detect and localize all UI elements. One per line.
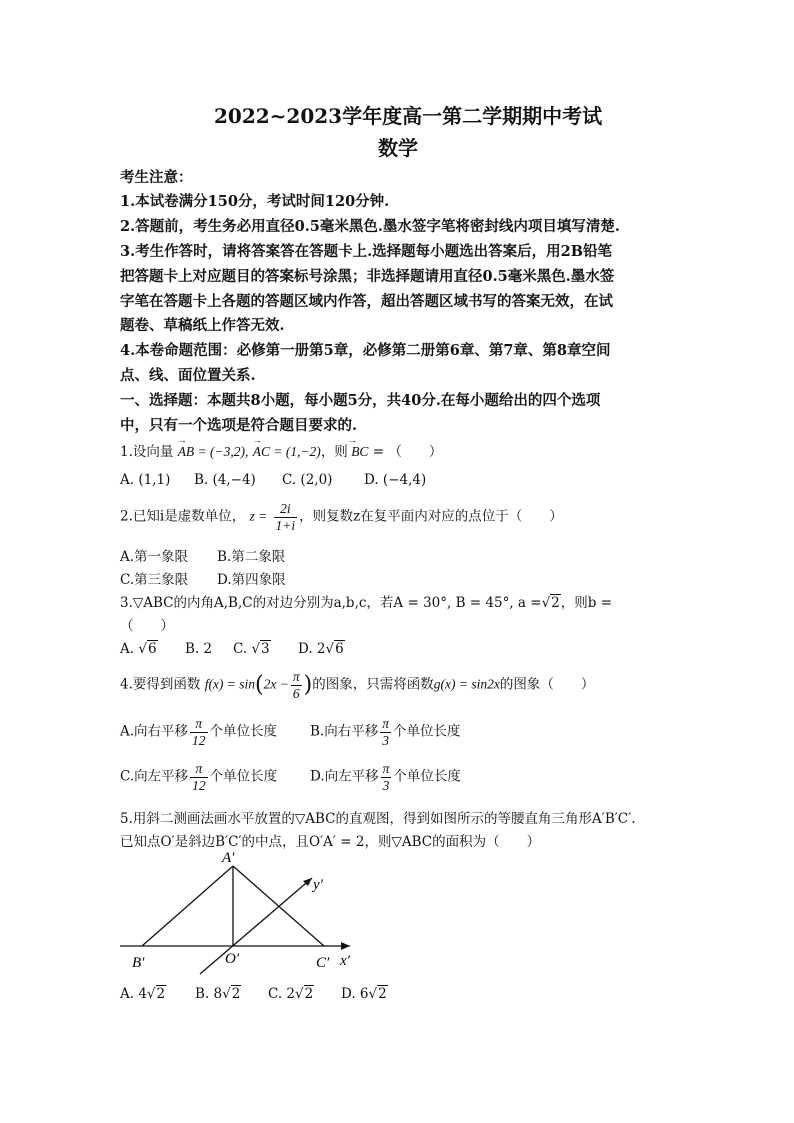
question-2-option-c: C.第三象限 xyxy=(120,572,189,588)
question-2-stem: 2.已知i是虚数单位， z = $\frac{2i}{1+i}$ ，则复数z在复平面内对应的点位于（ ） xyxy=(120,501,563,533)
label-x: x′ xyxy=(340,953,350,969)
question-5-option-d: D. 6√2 xyxy=(341,986,387,1002)
side-b-a xyxy=(142,866,233,946)
vector-bc: → BC xyxy=(347,435,369,459)
y-axis-line xyxy=(200,878,312,974)
notice-item-1: 1.本试卷满分150分，考试时间120分钟. xyxy=(120,193,390,210)
notice-item-3-line-3: 字笔在答题卡上各题的答题区域内作答，超出答题区域书写的答案无效，在试 xyxy=(120,293,613,310)
question-1-option-a: A. (1,1) xyxy=(120,472,171,488)
question-4-option-b: B.向右平移 $\frac{\pi}{3}$ 个单位长度 xyxy=(310,716,461,748)
section-1-line-1: 一、选择题：本题共8小题，每小题5分，共40分.在每小题给出的四个选项 xyxy=(120,392,601,409)
question-3-option-d: D. 2√6 xyxy=(298,641,344,657)
question-1-option-b: B. (4,−4) xyxy=(194,472,256,488)
triangle-diagram xyxy=(112,848,372,980)
question-3-stem: 3.▽ABC的内角A,B,C的对边分别为a,b,c，若A = 30°, B = 45°, a =√2，则b = xyxy=(120,595,613,611)
notice-heading: 考生注意： xyxy=(120,169,193,186)
question-1-option-c: C. (2,0) xyxy=(282,472,333,488)
question-5-option-a: A. 4√2 xyxy=(120,986,166,1002)
notice-item-3-line-2: 把答题卡上对应题目的答案标号涂黑；非选择题请用直径0.5毫米黑色.墨水签 xyxy=(120,268,615,285)
vector-ab: → AB xyxy=(177,435,195,459)
label-y: y′ xyxy=(313,877,323,893)
question-2-option-d: D.第四象限 xyxy=(217,572,286,588)
question-5-stem-line-1: 5.用斜二测画法画水平放置的▽ABC的直观图，得到如图所示的等腰直角三角形A′B′C′. xyxy=(120,811,636,827)
notice-item-3-line-1: 3.考生作答时，请将答案答在答题卡上.选择题每小题选出答案后，用2B铅笔 xyxy=(120,243,613,260)
question-3-paren: （ ） xyxy=(120,618,174,634)
question-5-option-b: B. 8√2 xyxy=(195,986,241,1002)
notice-item-3-line-4: 题卷、草稿纸上作答无效. xyxy=(120,317,285,334)
question-3-option-b: B. 2 xyxy=(185,641,213,657)
question-4-stem: 4.要得到函数 f(x) = sin(2x − $\frac{\pi}{6}$ )的图象，只需将函数g(x) = sin2x的图象（ ） xyxy=(120,669,595,701)
notice-item-2: 2.答题前，考生务必用直径0.5毫米黑色.墨水签字笔将密封线内项目填写清楚. xyxy=(120,218,620,235)
question-3-option-a: A. √6 xyxy=(120,641,157,657)
label-b: B′ xyxy=(132,955,145,971)
question-4-option-d: D.向左平移 $\frac{\pi}{3}$ 个单位长度 xyxy=(310,761,461,793)
x-axis-arrow-icon xyxy=(341,942,350,950)
notice-item-4-line-2: 点、线、面位置关系. xyxy=(120,367,256,384)
label-o: O′ xyxy=(225,951,240,967)
question-4-option-c: C.向左平移 $\frac{\pi}{12}$ 个单位长度 xyxy=(120,761,278,793)
question-2-option-b: B.第二象限 xyxy=(217,549,286,565)
question-1-option-d: D. (−4,4) xyxy=(364,472,427,488)
question-5-option-c: C. 2√2 xyxy=(268,986,314,1002)
question-4-option-a: A.向右平移 $\frac{\pi}{12}$ 个单位长度 xyxy=(120,716,278,748)
fraction-2i-over-1-plus-i: $\frac{2i}{1+i}$ xyxy=(275,501,296,533)
label-a: A′ xyxy=(222,850,235,866)
exam-subject: 数学 xyxy=(378,136,418,160)
section-1-line-2: 中，只有一个选项是符合题目要求的. xyxy=(120,417,358,434)
vector-ac: → AC xyxy=(252,435,270,459)
question-5-stem-line-2: 已知点O′是斜边B′C′的中点，且O′A′ = 2，则▽ABC的面积为（ ） xyxy=(120,834,541,850)
question-3-option-c: C. √3 xyxy=(233,641,270,657)
notice-item-4-line-1: 4.本卷命题范围：必修第一册第5章，必修第二册第6章、第7章、第8章空间 xyxy=(120,342,611,359)
exam-title: 2022~2023学年度高一第二学期期中考试 xyxy=(214,104,603,128)
question-2-option-a: A.第一象限 xyxy=(120,549,189,565)
question-1-stem: 1.设向量 → AB = (−3,2), → AC = (1,−2)，则 → BC = （ ） xyxy=(120,435,443,460)
label-c: C′ xyxy=(316,955,330,971)
